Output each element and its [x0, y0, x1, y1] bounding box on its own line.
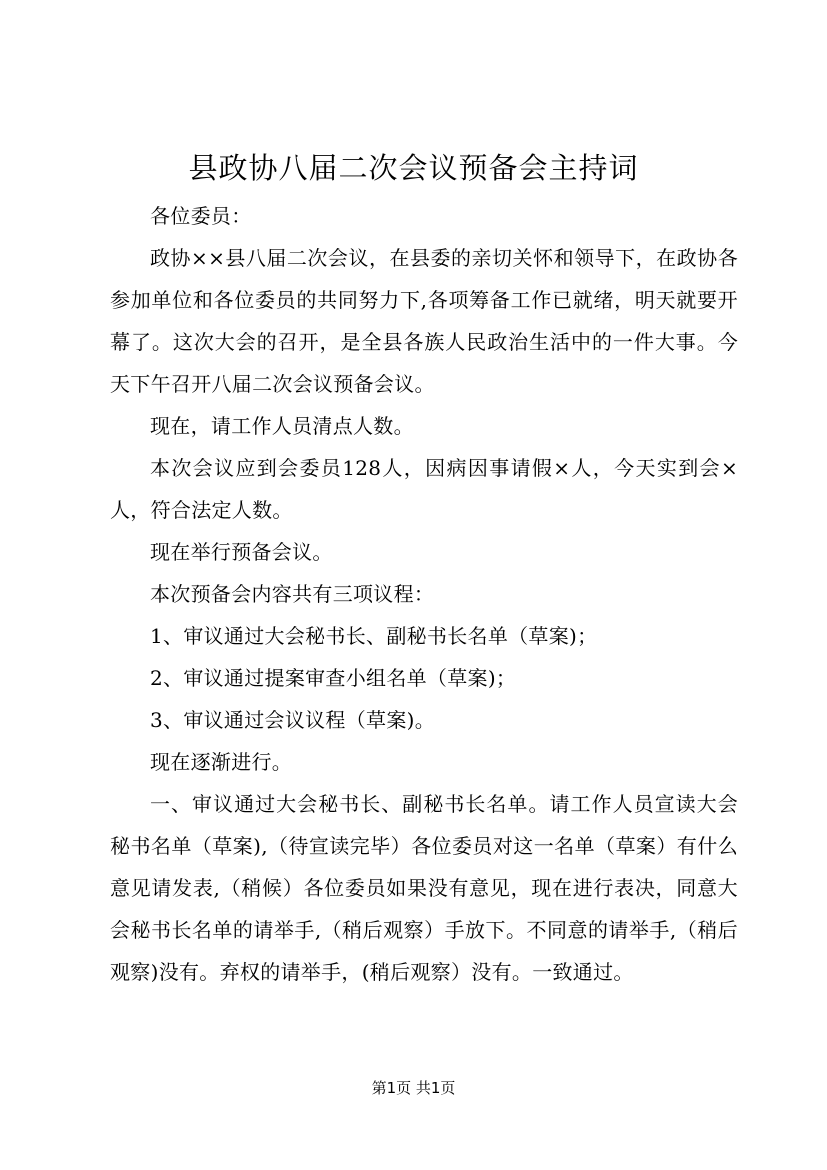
page-number-footer: 第1页 共1页: [371, 1079, 456, 1097]
paragraph-greeting: 各位委员：: [150, 204, 252, 228]
paragraph-proceed: 现在逐渐进行。: [150, 750, 293, 774]
agenda-item-1: 1、审议通过大会秘书长、副秘书长名单（草案)；: [150, 624, 598, 648]
paragraph-agenda-intro: 本次预备会内容共有三项议程：: [150, 582, 435, 606]
agenda-item-3: 3、审议通过会议议程（草案)。: [150, 708, 436, 732]
paragraph-attendance: 本次会议应到会委员128人，因病因事请假×人，今天实到会×人，符合法定人数。: [110, 456, 738, 522]
document-body: [110, 195, 738, 993]
paragraph-roll-call: 现在，请工作人员清点人数。: [150, 414, 414, 438]
document-title: 县政协八届二次会议预备会主持词: [188, 151, 639, 185]
paragraph-start: 现在举行预备会议。: [150, 540, 333, 564]
paragraph-item-one-vote: 一、审议通过大会秘书长、副秘书长名单。请工作人员宣读大会秘书名单（草案),（待宣读完毕）各位委员对这一名单（草案）有什么意见请发表,（稍候）各位委员如果没有意见，现在进行表决，同意大会秘书长名单的请举手,（稍后观察）手放下。不同意的请举手,（稍后观察)没有。弃权的请举手，(稍后观察）没有。一致通过。: [110, 792, 738, 984]
paragraph-opening: 政协××县八届二次会议，在县委的亲切关怀和领导下，在政协各参加单位和各位委员的共同努力下,各项筹备工作已就绪，明天就要开幕了。这次大会的召开，是全县各族人民政治生活中的一件大事。今天下午召开八届二次会议预备会议。: [110, 246, 738, 396]
agenda-item-2: 2、审议通过提案审查小组名单（草案)；: [150, 666, 517, 690]
